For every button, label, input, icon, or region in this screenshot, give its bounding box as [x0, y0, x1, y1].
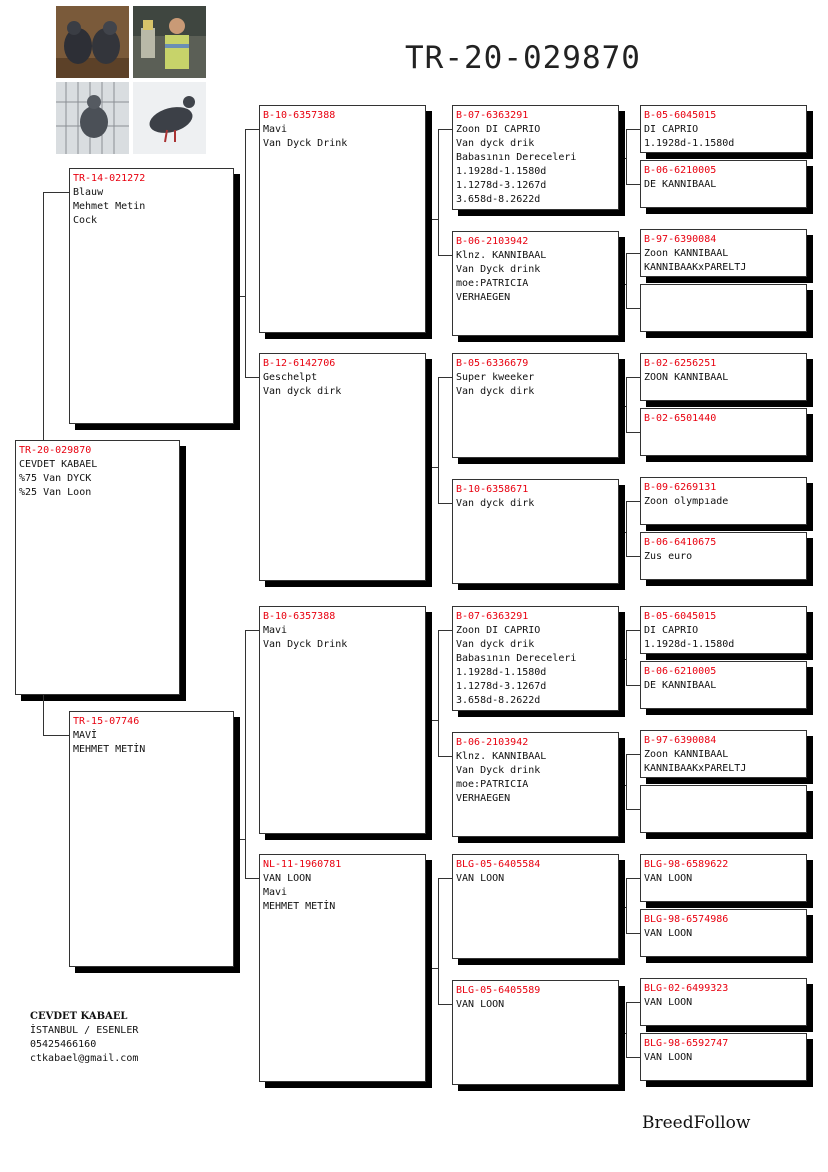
connector-line	[438, 630, 439, 757]
pedigree-line: Geschelpt	[263, 372, 318, 383]
pedigree-line: KANNIBAAKxPARELTJ	[644, 262, 747, 273]
pedigree-line: Zoon DI CAPRIO	[456, 625, 541, 636]
owner-with-trophy-photo	[133, 6, 206, 78]
connector-line	[626, 685, 640, 686]
ring-number: B-97-6390084	[644, 735, 717, 746]
pedigree-line: Blauw	[73, 187, 104, 198]
ring-number: B-06-2103942	[456, 236, 529, 247]
connector-line	[626, 129, 640, 130]
pedigree-line: MEHMET METİN	[73, 744, 146, 755]
pedigree-line: Klnz. KANNIBAAL	[456, 751, 547, 762]
pedigree-box-g4b	[452, 231, 619, 336]
pedigree-line: %75 Van DYCK	[19, 473, 92, 484]
ring-number: B-07-6363291	[456, 110, 529, 121]
pedigree-box-g5c	[640, 229, 807, 277]
ring-number: TR-14-021272	[73, 173, 146, 184]
pigeon-in-cage-photo	[56, 82, 129, 154]
ring-number: BLG-05-6405584	[456, 859, 541, 870]
pedigree-line: Van Dyck Drink	[263, 639, 348, 650]
pedigree-line: Mavi	[263, 124, 288, 135]
ring-number: B-06-2103942	[456, 737, 529, 748]
connector-line	[245, 129, 246, 378]
connector-line	[438, 878, 452, 879]
connector-line	[626, 184, 640, 185]
connector-line	[438, 255, 452, 256]
pedigree-line: VAN LOON	[644, 928, 693, 939]
pedigree-box-g4g	[452, 854, 619, 959]
connector-line	[626, 809, 640, 810]
pedigree-line: Zoon KANNIBAAL	[644, 248, 729, 259]
pedigree-box-g4h	[452, 980, 619, 1085]
ring-number: TR-15-07746	[73, 716, 140, 727]
pedigree-line: VAN LOON	[263, 873, 312, 884]
ring-number: B-10-6357388	[263, 611, 336, 622]
ring-number: BLG-98-6574986	[644, 914, 729, 925]
connector-line	[43, 192, 44, 440]
pedigree-box-g2b	[69, 711, 234, 967]
ring-number: BLG-98-6589622	[644, 859, 729, 870]
connector-line	[438, 503, 452, 504]
ring-number: B-02-6256251	[644, 358, 717, 369]
pedigree-line: DI CAPRIO	[644, 124, 699, 135]
pedigree-box-g3c	[259, 606, 426, 834]
pedigree-box-g4f	[452, 732, 619, 837]
ring-number: B-06-6210005	[644, 666, 717, 677]
pedigree-box-g5b	[640, 160, 807, 208]
connector-line	[626, 933, 640, 934]
pedigree-box-g4d	[452, 479, 619, 584]
pedigree-line: DE KANNIBAAL	[644, 179, 717, 190]
connector-line	[626, 630, 640, 631]
pedigree-box-g2a	[69, 168, 234, 424]
connector-line	[626, 501, 627, 557]
ring-number: B-97-6390084	[644, 234, 717, 245]
ring-number: BLG-05-6405589	[456, 985, 541, 996]
ring-number: B-12-6142706	[263, 358, 336, 369]
pedigree-line: KANNIBAAKxPARELTJ	[644, 763, 747, 774]
ring-number: B-05-6045015	[644, 110, 717, 121]
ring-number: B-02-6501440	[644, 413, 717, 424]
pedigree-line: moe:PATRICIA	[456, 779, 529, 790]
pedigree-line: Zoon KANNIBAAL	[644, 749, 729, 760]
pedigree-line: ZOON KANNIBAAL	[644, 372, 729, 383]
ring-number: NL-11-1960781	[263, 859, 342, 870]
pedigree-box-g4e	[452, 606, 619, 711]
pedigree-box-g3a	[259, 105, 426, 333]
pedigree-line: Van dyck dirk	[456, 498, 535, 509]
connector-line	[438, 878, 439, 1005]
connector-line	[438, 377, 439, 504]
ring-number: B-05-6045015	[644, 611, 717, 622]
pedigree-line: Van dyck drik	[456, 138, 535, 149]
pedigree-line: VAN LOON	[644, 997, 693, 1008]
pedigree-line: Super kweeker	[456, 372, 535, 383]
connector-line	[245, 630, 259, 631]
ring-number: B-09-6269131	[644, 482, 717, 493]
pedigree-line: Mehmet Metin	[73, 201, 146, 212]
pedigree-line: 1.1928d-1.1580d	[456, 667, 547, 678]
connector-line	[626, 1057, 640, 1058]
pedigree-line: Van Dyck drink	[456, 765, 541, 776]
pedigree-line: CEVDET KABAEL	[19, 459, 98, 470]
pedigree-line: 1.1928d-1.1580d	[644, 138, 735, 149]
connector-line	[626, 754, 627, 810]
ring-number: BLG-02-6499323	[644, 983, 729, 994]
photo-collage	[56, 6, 206, 154]
pedigree-line: MAVİ	[73, 730, 98, 741]
pedigree-box-g4c	[452, 353, 619, 458]
pedigree-box-g5f	[640, 408, 807, 456]
pedigree-box-g1	[15, 440, 180, 695]
pedigree-line: Zoon DI CAPRIO	[456, 124, 541, 135]
pedigree-line: 1.1928d-1.1580d	[456, 166, 547, 177]
pedigree-line: Van Dyck drink	[456, 264, 541, 275]
owner-email: ctkabael@gmail.com	[30, 1053, 139, 1064]
pedigree-line: 3.658d-8.2622d	[456, 194, 541, 205]
connector-line	[438, 129, 439, 256]
pedigree-line: Cock	[73, 215, 98, 226]
connector-line	[438, 1004, 452, 1005]
ring-number: B-06-6410675	[644, 537, 717, 548]
pedigree-line: 1.1278d-3.1267d	[456, 180, 547, 191]
pedigree-box-g5l	[640, 785, 807, 833]
connector-line	[626, 630, 627, 686]
pedigree-line: VERHAEGEN	[456, 793, 511, 804]
owner-info	[30, 1010, 138, 1066]
ring-number: B-10-6358671	[456, 484, 529, 495]
pedigree-line: VAN LOON	[456, 999, 505, 1010]
pedigree-line: Babasının Dereceleri	[456, 152, 577, 163]
pedigree-box-g5p	[640, 1033, 807, 1081]
pedigree-line: Van dyck drik	[456, 639, 535, 650]
pedigree-line: VAN LOON	[456, 873, 505, 884]
owner-phone: 05425466160	[30, 1039, 97, 1050]
pedigree-line: 3.658d-8.2622d	[456, 695, 541, 706]
connector-line	[626, 556, 640, 557]
connector-line	[626, 432, 640, 433]
connector-line	[43, 192, 69, 193]
pedigree-line: Van dyck dirk	[263, 386, 342, 397]
pedigree-box-g5m	[640, 854, 807, 902]
connector-line	[626, 754, 640, 755]
connector-line	[626, 377, 627, 433]
pedigree-box-g5k	[640, 730, 807, 778]
pedigree-line: 1.1278d-3.1267d	[456, 681, 547, 692]
ring-number: BLG-98-6592747	[644, 1038, 729, 1049]
pedigree-box-g5i	[640, 606, 807, 654]
connector-line	[43, 735, 69, 736]
pigeon-pair-photo	[56, 6, 129, 78]
pedigree-line: MEHMET METİN	[263, 901, 336, 912]
pedigree-line: Mavi	[263, 625, 288, 636]
connector-line	[626, 878, 640, 879]
pedigree-box-g5o	[640, 978, 807, 1026]
pedigree-line: Van Dyck Drink	[263, 138, 348, 149]
pedigree-box-g5d	[640, 284, 807, 332]
pedigree-line: Babasının Dereceleri	[456, 653, 577, 664]
connector-line	[245, 630, 246, 879]
connector-line	[626, 129, 627, 185]
pedigree-box-g5g	[640, 477, 807, 525]
connector-line	[438, 377, 452, 378]
brand-label: BreedFollow	[642, 1113, 751, 1133]
pedigree-box-g5h	[640, 532, 807, 580]
pedigree-line: VAN LOON	[644, 1052, 693, 1063]
ring-number: B-10-6357388	[263, 110, 336, 121]
pedigree-title: TR-20-029870	[405, 40, 641, 76]
pedigree-line: Van dyck dirk	[456, 386, 535, 397]
connector-line	[438, 756, 452, 757]
pedigree-line: moe:PATRICIA	[456, 278, 529, 289]
connector-line	[626, 1002, 627, 1058]
pedigree-line: DE KANNIBAAL	[644, 680, 717, 691]
connector-line	[626, 878, 627, 934]
pedigree-box-g5e	[640, 353, 807, 401]
pedigree-box-g5a	[640, 105, 807, 153]
connector-line	[626, 377, 640, 378]
connector-line	[438, 129, 452, 130]
pedigree-line: VERHAEGEN	[456, 292, 511, 303]
pedigree-line: VAN LOON	[644, 873, 693, 884]
pedigree-line: Mavi	[263, 887, 288, 898]
connector-line	[438, 630, 452, 631]
pedigree-line: Zus euro	[644, 551, 693, 562]
pedigree-box-g5n	[640, 909, 807, 957]
pedigree-box-g3d	[259, 854, 426, 1082]
pedigree-line: Klnz. KANNIBAAL	[456, 250, 547, 261]
ring-number: B-07-6363291	[456, 611, 529, 622]
owner-name: CEVDET KABAEL	[30, 1011, 128, 1022]
ring-number: TR-20-029870	[19, 445, 92, 456]
connector-line	[245, 878, 259, 879]
connector-line	[626, 253, 627, 309]
ring-number: B-05-6336679	[456, 358, 529, 369]
connector-line	[245, 377, 259, 378]
connector-line	[43, 695, 44, 735]
pedigree-box-g5j	[640, 661, 807, 709]
pigeon-standing-photo	[133, 82, 206, 154]
pedigree-line: %25 Van Loon	[19, 487, 92, 498]
connector-line	[626, 308, 640, 309]
pedigree-line: 1.1928d-1.1580d	[644, 639, 735, 650]
pedigree-line: DI CAPRIO	[644, 625, 699, 636]
connector-line	[626, 253, 640, 254]
pedigree-line: Zoon olympıade	[644, 496, 729, 507]
connector-line	[626, 1002, 640, 1003]
owner-city: İSTANBUL / ESENLER	[30, 1025, 139, 1036]
connector-line	[245, 129, 259, 130]
ring-number: B-06-6210005	[644, 165, 717, 176]
pedigree-box-g4a	[452, 105, 619, 210]
pedigree-box-g3b	[259, 353, 426, 581]
connector-line	[626, 501, 640, 502]
